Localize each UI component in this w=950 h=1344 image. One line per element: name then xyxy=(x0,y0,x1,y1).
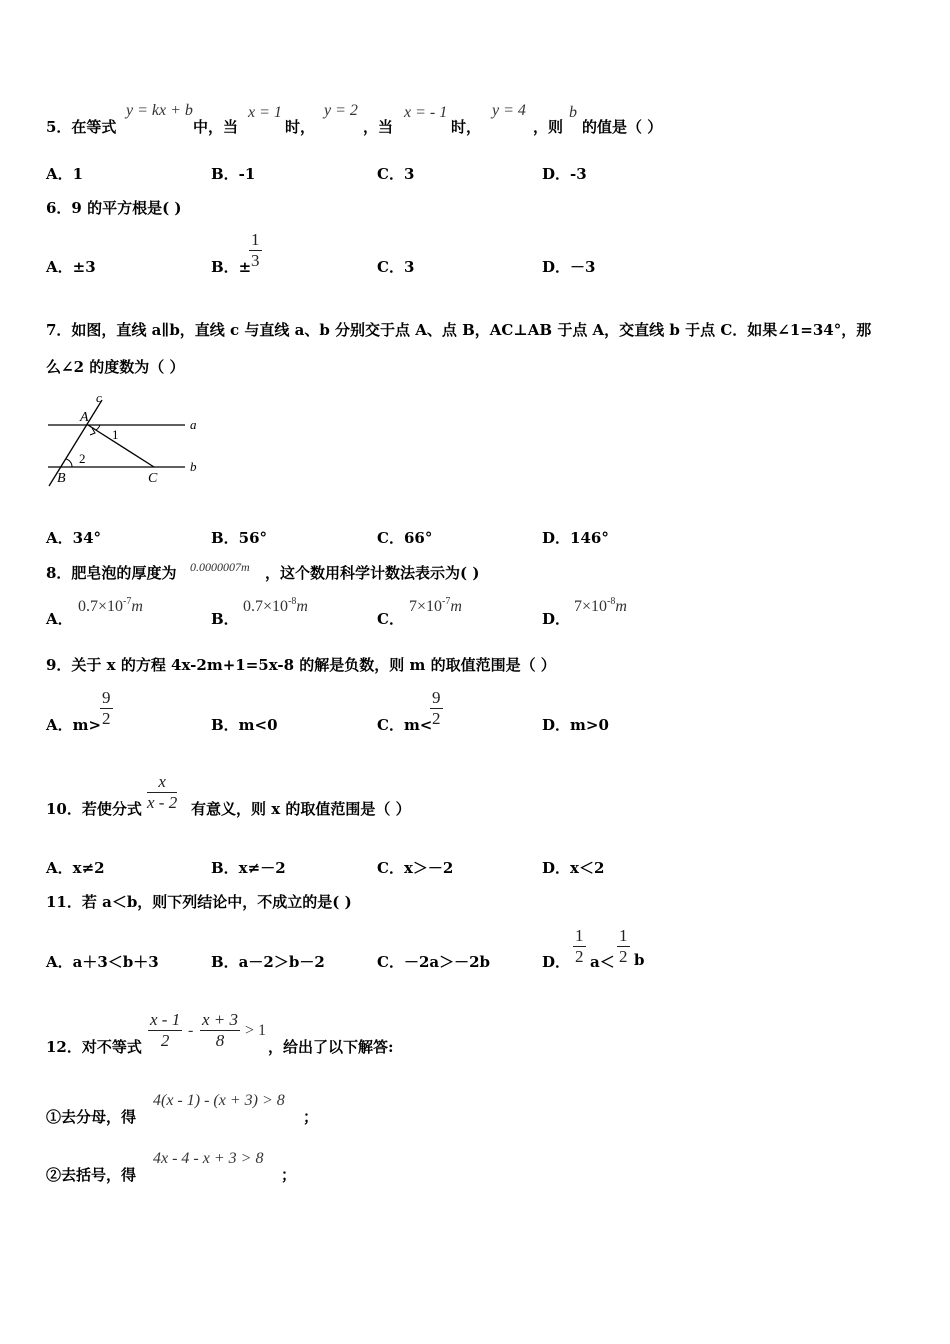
q10-prefix: 10．若使分式 xyxy=(46,800,142,818)
segment-ac xyxy=(88,425,154,467)
q8-option-a-label: A． xyxy=(46,610,73,628)
numerator: 1 xyxy=(619,926,628,945)
q8-option-d-expr xyxy=(574,596,627,616)
q7-stem-line-2: 么∠2 的度数为（ ） xyxy=(46,358,185,376)
q10-option-b: B．x≠－2 xyxy=(211,859,286,877)
q11-stem: 11．若 a＜b，则下列结论中，不成立的是( ) xyxy=(46,893,352,911)
q7-option-d: D．146° xyxy=(542,529,609,547)
label-c: c xyxy=(96,390,102,405)
unit: m xyxy=(296,598,308,615)
q6-option-b-label: B．± xyxy=(211,258,252,276)
q12-minus: - xyxy=(188,1022,194,1039)
q12-suffix: ，给出了以下解答: xyxy=(268,1038,394,1056)
q12-step-2-end: ； xyxy=(281,1166,297,1184)
q5-text-4: 时， xyxy=(451,118,482,136)
q5-option-d: D．-3 xyxy=(542,165,587,183)
q10-option-c: C．x＞－2 xyxy=(377,859,454,877)
q7-option-b: B．56° xyxy=(211,529,268,547)
numerator: x + 3 xyxy=(202,1010,239,1029)
label-line-a: a xyxy=(190,417,197,432)
q6-option-d: D．－3 xyxy=(542,258,596,276)
q6-option-b-fraction xyxy=(249,230,262,271)
q11-option-d-fraction-1 xyxy=(573,926,586,967)
q5-var-b: b xyxy=(569,104,577,121)
q8-option-a-expr xyxy=(78,596,143,616)
label-angle-2: 2 xyxy=(79,451,86,466)
numerator: 1 xyxy=(251,230,260,249)
q12-step-2-expression: 4x - 4 - x + 3 > 8 xyxy=(153,1150,264,1167)
q7-geometry-figure xyxy=(40,388,210,493)
q5-option-c: C．3 xyxy=(377,165,415,183)
q5-text-5: ，则 xyxy=(533,118,564,136)
exponent: -7 xyxy=(442,596,451,607)
q5-cond-1: x = 1 xyxy=(248,104,282,121)
q12-fraction-2 xyxy=(200,1010,240,1051)
q7-stem-line-1: 7．如图，直线 a∥b，直线 c 与直线 a、b 分别交于点 A、点 B，AC⊥AB 于点 A，交直线 b 于点 C．如果∠1=34°，那 xyxy=(46,321,872,339)
q8-option-b-label: B． xyxy=(211,610,239,628)
base: 0.7×10 xyxy=(243,598,289,615)
q9-stem: 9．关于 x 的方程 4x-2m+1=5x-8 的解是负数，则 m 的取值范围是（ ） xyxy=(46,656,556,674)
denominator: 2 xyxy=(102,709,111,728)
denominator: x - 2 xyxy=(147,793,178,812)
q5-cond-4: y = 4 xyxy=(492,102,526,119)
denominator: 3 xyxy=(251,251,260,270)
denominator: 2 xyxy=(619,947,628,966)
denominator: 2 xyxy=(575,947,584,966)
q11-option-a: A．a＋3＜b＋3 xyxy=(46,953,159,971)
base: 7×10 xyxy=(409,598,443,615)
q6-option-c: C．3 xyxy=(377,258,415,276)
q8-option-c-label: C． xyxy=(377,610,404,628)
base: 7×10 xyxy=(574,598,608,615)
q11-option-d-fraction-2 xyxy=(617,926,630,967)
q5-option-a: A．1 xyxy=(46,165,84,183)
q5-equation: y = kx + b xyxy=(126,102,193,119)
q5-text-1: 中，当 xyxy=(193,118,239,136)
unit: m xyxy=(131,598,143,615)
exponent: -7 xyxy=(123,596,132,607)
label-point-b: B xyxy=(57,471,66,486)
q5-text-2: 时， xyxy=(285,118,316,136)
q11-option-c: C．－2a＞－2b xyxy=(377,953,491,971)
q12-greater-than: > 1 xyxy=(245,1022,267,1039)
q9-option-a-label: A．m> xyxy=(46,716,102,734)
exponent: -8 xyxy=(288,596,297,607)
q12-step-1-label: ①去分母，得 xyxy=(46,1108,137,1126)
q12-step-2-label: ②去括号，得 xyxy=(46,1166,137,1184)
numerator: 9 xyxy=(102,688,111,707)
q11-option-d-label: D． xyxy=(542,953,571,971)
q11-option-d-middle: a＜ xyxy=(590,953,615,971)
q8-value: 0.0000007m xyxy=(190,560,250,574)
q6-option-a: A．±3 xyxy=(46,258,96,276)
q5-cond-3: x = - 1 xyxy=(404,104,448,121)
q9-option-a-fraction xyxy=(100,688,113,729)
q9-option-b: B．m<0 xyxy=(211,716,278,734)
q8-suffix: ，这个数用科学计数法表示为( ) xyxy=(265,564,480,582)
q10-suffix: 有意义，则 x 的取值范围是（ ） xyxy=(191,800,411,818)
q8-option-d-label: D． xyxy=(542,610,571,628)
q8-option-b-expr xyxy=(243,596,308,616)
q12-step-1-expression: 4(x - 1) - (x + 3) > 8 xyxy=(153,1092,285,1109)
base: 0.7×10 xyxy=(78,598,124,615)
exponent: -8 xyxy=(607,596,616,607)
denominator: 8 xyxy=(215,1031,225,1050)
q8-prefix: 8．肥皂泡的厚度为 xyxy=(46,564,177,582)
q5-option-b: B．-1 xyxy=(211,165,256,183)
label-line-b: b xyxy=(190,459,197,474)
q5-text-3: ，当 xyxy=(363,118,394,136)
angle-2-arc xyxy=(66,459,72,467)
unit: m xyxy=(450,598,462,615)
angle-1-arc xyxy=(96,425,100,430)
numerator: 1 xyxy=(575,926,584,945)
q12-fraction-1 xyxy=(148,1010,182,1051)
q12-prefix: 12．对不等式 xyxy=(46,1038,142,1056)
denominator: 2 xyxy=(432,709,441,728)
numerator: x xyxy=(147,772,177,793)
q8-option-c-expr xyxy=(409,596,462,616)
q11-option-d-end: b xyxy=(634,951,645,969)
numerator: 9 xyxy=(432,688,441,707)
q12-step-1-end: ； xyxy=(303,1108,319,1126)
q10-fraction xyxy=(147,772,177,813)
q7-option-a: A．34° xyxy=(46,529,102,547)
label-point-a: A xyxy=(80,410,89,425)
denominator: 2 xyxy=(160,1031,170,1050)
label-point-c: C xyxy=(148,471,158,486)
q5-text-6: 的值是（ ） xyxy=(582,118,663,136)
q7-option-c: C．66° xyxy=(377,529,433,547)
q9-option-c-fraction xyxy=(430,688,443,729)
unit: m xyxy=(615,598,627,615)
q10-option-d: D．x＜2 xyxy=(542,859,605,877)
q5-prefix: 5．在等式 xyxy=(46,118,117,136)
q6-stem: 6．9 的平方根是( ) xyxy=(46,199,182,217)
label-angle-1: 1 xyxy=(112,427,119,442)
numerator: x - 1 xyxy=(150,1010,181,1029)
q10-option-a: A．x≠2 xyxy=(46,859,105,877)
q9-option-c-label: C．m< xyxy=(377,716,433,734)
q9-option-d: D．m>0 xyxy=(542,716,609,734)
q5-cond-2: y = 2 xyxy=(324,102,358,119)
q11-option-b: B．a－2＞b－2 xyxy=(211,953,325,971)
